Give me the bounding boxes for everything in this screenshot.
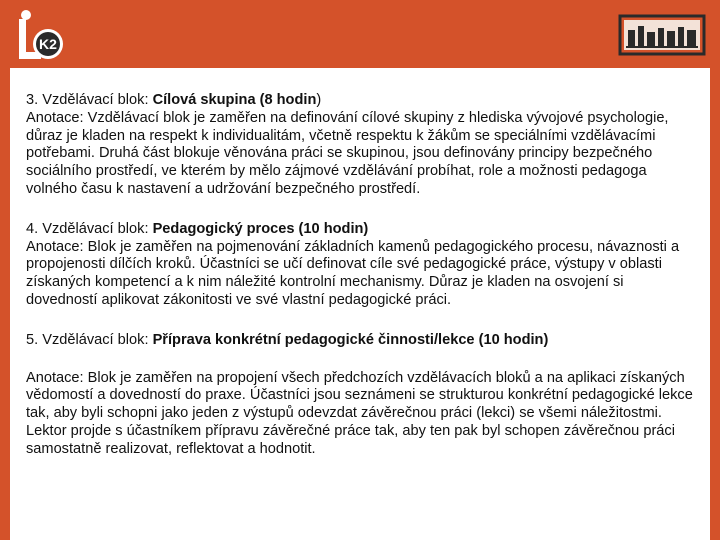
block-prefix: 4. Vzdělávací blok: — [26, 220, 153, 237]
block-heading — [26, 332, 694, 350]
block-heading — [26, 92, 694, 110]
block-3 — [26, 92, 694, 199]
k2-logo-icon — [10, 6, 70, 64]
block-5 — [26, 332, 694, 459]
block-annotation: Anotace: Blok je zaměřen na pojmenování základních kamenů pedagogického procesu, návaznosti a propojenosti dílčích kroků. Účastníci se učí definovat cíle své pedagogické práce, výstupy v oblasti získaných kompetencí a k nim náležité kontrolní mechanismy. Důraz je kladen na osvojení si dovedností aplikovat zákonitosti ve své vlastní pedagogické práci. — [26, 238, 680, 308]
k2-logo-text: K2 — [39, 36, 57, 52]
block-annotation: Anotace: Blok je zaměřen na propojení všech předchozích vzdělávacích bloků a na aplikaci získaných vědomostí a dovedností do praxe. Účastníci jsou seznámeni se strukturou konkrétní pedagogické lekce tak, aby byli schopni jako jeden z výstupů odevzdat závěrečnou práci (lekci) se všemi náležitostmi. Lektor projde s účastníkem přípravu závěrečné práce tak, aby ten pak byl schopen závěrečnou práci samostatně realizovat, reflektovat a hodnotit. — [26, 369, 693, 457]
block-annotation: Anotace: Vzdělávací blok je zaměřen na definování cílové skupiny z hlediska vývojové psychologie, důraz je kladen na respekt k individualitám, včetně respektu k žákům se speciálními vzdělávacími potřebami. Druhá část blokuje věnována práci se skupinou, jsou definovány principy bezpečného sociálního prostředí, ve kterém by mělo zájmové vzdělávání probíhat, role a možnosti pedagoga volného času k nastavení a udržování bezpečného prostředí. — [26, 109, 669, 197]
block-prefix: 5. Vzdělávací blok: — [26, 331, 153, 348]
block-heading — [26, 221, 694, 239]
block-title: Pedagogický proces (10 hodin) — [152, 220, 369, 237]
block-suffix: ) — [316, 92, 322, 108]
block-4 — [26, 221, 694, 310]
block-title: Příprava konkrétní pedagogické činnosti/lekce (10 hodin) — [152, 331, 549, 348]
block-title: Cílová skupina (8 hodin — [152, 92, 317, 108]
bookshelf-logo-icon — [618, 14, 706, 56]
header-band — [0, 0, 720, 68]
content-panel — [10, 68, 710, 540]
block-prefix: 3. Vzdělávací blok: — [26, 92, 153, 108]
